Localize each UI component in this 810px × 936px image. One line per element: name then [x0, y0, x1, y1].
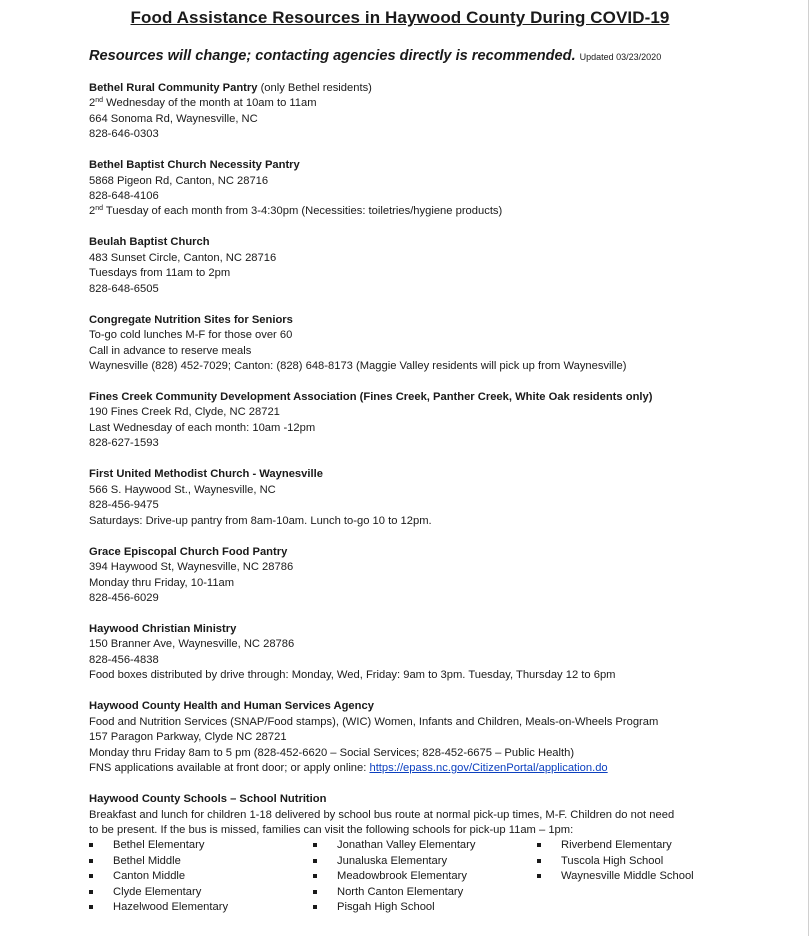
entry-hours: Last Wednesday of each month: 10am -12pm	[89, 422, 316, 434]
bullet-icon	[89, 859, 93, 863]
list-item	[337, 900, 435, 914]
bullet-icon	[89, 874, 93, 878]
entry-address: 157 Paragon Parkway, Clyde NC 28721	[89, 731, 287, 743]
online-text: FNS applications available at front door; or apply online:	[89, 762, 370, 774]
entry-name: Haywood County Schools – School Nutrition	[89, 793, 327, 805]
entry-name: Beulah Baptist Church	[89, 236, 210, 248]
notice-line	[89, 47, 661, 65]
list-item	[113, 854, 181, 868]
entry-phone: 828-456-4838	[89, 654, 159, 666]
entry-name: Grace Episcopal Church Food Pantry	[89, 546, 288, 558]
entry-address: 394 Haywood St, Waynesville, NC 28786	[89, 561, 294, 573]
entry-name: Congregate Nutrition Sites for Seniors	[89, 314, 293, 326]
school-name: Jonathan Valley Elementary	[337, 839, 476, 851]
entry-hours: Monday thru Friday, 10-11am	[89, 577, 235, 589]
bullet-icon	[537, 859, 541, 863]
entry-hours: Monday thru Friday 8am to 5 pm (828-452-6620 – Social Services; 828-452-6675 – Public Health)	[89, 747, 575, 759]
entry-name: Bethel Rural Community Pantry	[89, 82, 258, 94]
school-name: Meadowbrook Elementary	[337, 870, 467, 882]
entry-phone: 828-646-0303	[89, 128, 159, 140]
school-name: Pisgah High School	[337, 901, 435, 913]
school-name: Clyde Elementary	[113, 886, 202, 898]
bullet-icon	[89, 890, 93, 894]
school-name: Junaluska Elementary	[337, 855, 448, 867]
school-name: Bethel Elementary	[113, 839, 205, 851]
entry-detail: Call in advance to reserve meals	[89, 345, 252, 357]
list-item	[337, 885, 463, 899]
ordinal-number: 2	[89, 205, 96, 217]
entry-phone: 828-648-6505	[89, 283, 159, 295]
list-item	[113, 838, 204, 852]
entry-detail: Food and Nutrition Services (SNAP/Food stamps), (WIC) Women, Infants and Children, Meals-on-Wheels Program	[89, 716, 659, 728]
notice-text: Resources will change; contacting agencies directly is recommended.	[89, 48, 576, 64]
entry-detail: Breakfast and lunch for children 1-18 delivered by school bus route at normal pick-up times, M-F. Children do not need	[89, 809, 675, 821]
bullet-icon	[89, 843, 93, 847]
entry-address: 664 Sonoma Rd, Waynesville, NC	[89, 113, 258, 125]
updated-date: Updated 03/23/2020	[579, 52, 662, 62]
entry-phone: 828-456-9475	[89, 499, 159, 511]
entry-address: 190 Fines Creek Rd, Clyde, NC 28721	[89, 406, 280, 418]
entry-hours: Tuesdays from 11am to 2pm	[89, 267, 231, 279]
entry-hours: Saturdays: Drive-up pantry from 8am-10am. Lunch to-go 10 to 12pm.	[89, 515, 432, 527]
entry-name: Haywood Christian Ministry	[89, 623, 237, 635]
entry-hours: Food boxes distributed by drive through: Monday, Wed, Friday: 9am to 3pm. Tuesday, Thursday 12 to 6pm	[89, 669, 616, 681]
entry-phone: 828-648-4106	[89, 190, 159, 202]
entry-bethel-rural-heading	[89, 81, 372, 95]
school-name: Canton Middle	[113, 870, 186, 882]
schedule-text: Wednesday of the month at 10am to 11am	[103, 97, 317, 109]
list-item	[561, 838, 672, 852]
page-title: Food Assistance Resources in Haywood County During COVID-19	[130, 8, 670, 27]
bullet-icon	[313, 890, 317, 894]
entry-name: Haywood County Health and Human Services Agency	[89, 700, 374, 712]
entry-address: 5868 Pigeon Rd, Canton, NC 28716	[89, 175, 269, 187]
list-item	[337, 838, 475, 852]
application-link[interactable]: https://epass.nc.gov/CitizenPortal/application.do	[369, 762, 608, 774]
list-item	[337, 869, 467, 883]
school-name: Riverbend Elementary	[561, 839, 672, 851]
entry-address: 150 Branner Ave, Waynesville, NC 28786	[89, 638, 295, 650]
school-name: Hazelwood Elementary	[113, 901, 229, 913]
list-item	[113, 885, 201, 899]
entry-phone: 828-456-6029	[89, 592, 159, 604]
school-name: Waynesville Middle School	[561, 870, 694, 882]
bullet-icon	[313, 874, 317, 878]
list-item	[337, 854, 447, 868]
bullet-icon	[89, 905, 93, 909]
entry-online	[89, 761, 608, 775]
bullet-icon	[313, 859, 317, 863]
list-item	[561, 869, 694, 883]
entry-name: First United Methodist Church - Waynesville	[89, 468, 323, 480]
bullet-icon	[313, 843, 317, 847]
entry-schedule	[89, 204, 502, 218]
ordinal-suffix: nd	[95, 205, 104, 212]
school-name: North Canton Elementary	[337, 886, 464, 898]
entry-address: 566 S. Haywood St., Waynesville, NC	[89, 484, 276, 496]
entry-schedule	[89, 96, 317, 110]
list-item	[561, 854, 663, 868]
entry-detail: To-go cold lunches M-F for those over 60	[89, 329, 293, 341]
school-name: Bethel Middle	[113, 855, 181, 867]
ordinal-suffix: nd	[95, 97, 104, 104]
schedule-text: Tuesday of each month from 3-4:30pm (Necessities: toiletries/hygiene products)	[103, 205, 503, 217]
entry-phone: 828-627-1593	[89, 437, 159, 449]
entry-address: 483 Sunset Circle, Canton, NC 28716	[89, 252, 277, 264]
entry-detail: to be present. If the bus is missed, families can visit the following schools for pick-up 11am – 1pm:	[89, 824, 574, 836]
bullet-icon	[313, 905, 317, 909]
school-name: Tuscola High School	[561, 855, 664, 867]
list-item	[113, 869, 185, 883]
bullet-icon	[537, 874, 541, 878]
entry-detail: Waynesville (828) 452-7029; Canton: (828) 648-8173 (Maggie Valley residents will pick up from Waynesville)	[89, 360, 627, 372]
bullet-icon	[537, 843, 541, 847]
entry-name: Fines Creek Community Development Association (Fines Creek, Panther Creek, White Oak residents only)	[89, 391, 653, 403]
list-item	[113, 900, 228, 914]
entry-note: (only Bethel residents)	[260, 82, 372, 94]
entry-name: Bethel Baptist Church Necessity Pantry	[89, 159, 300, 171]
ordinal-number: 2	[89, 97, 96, 109]
